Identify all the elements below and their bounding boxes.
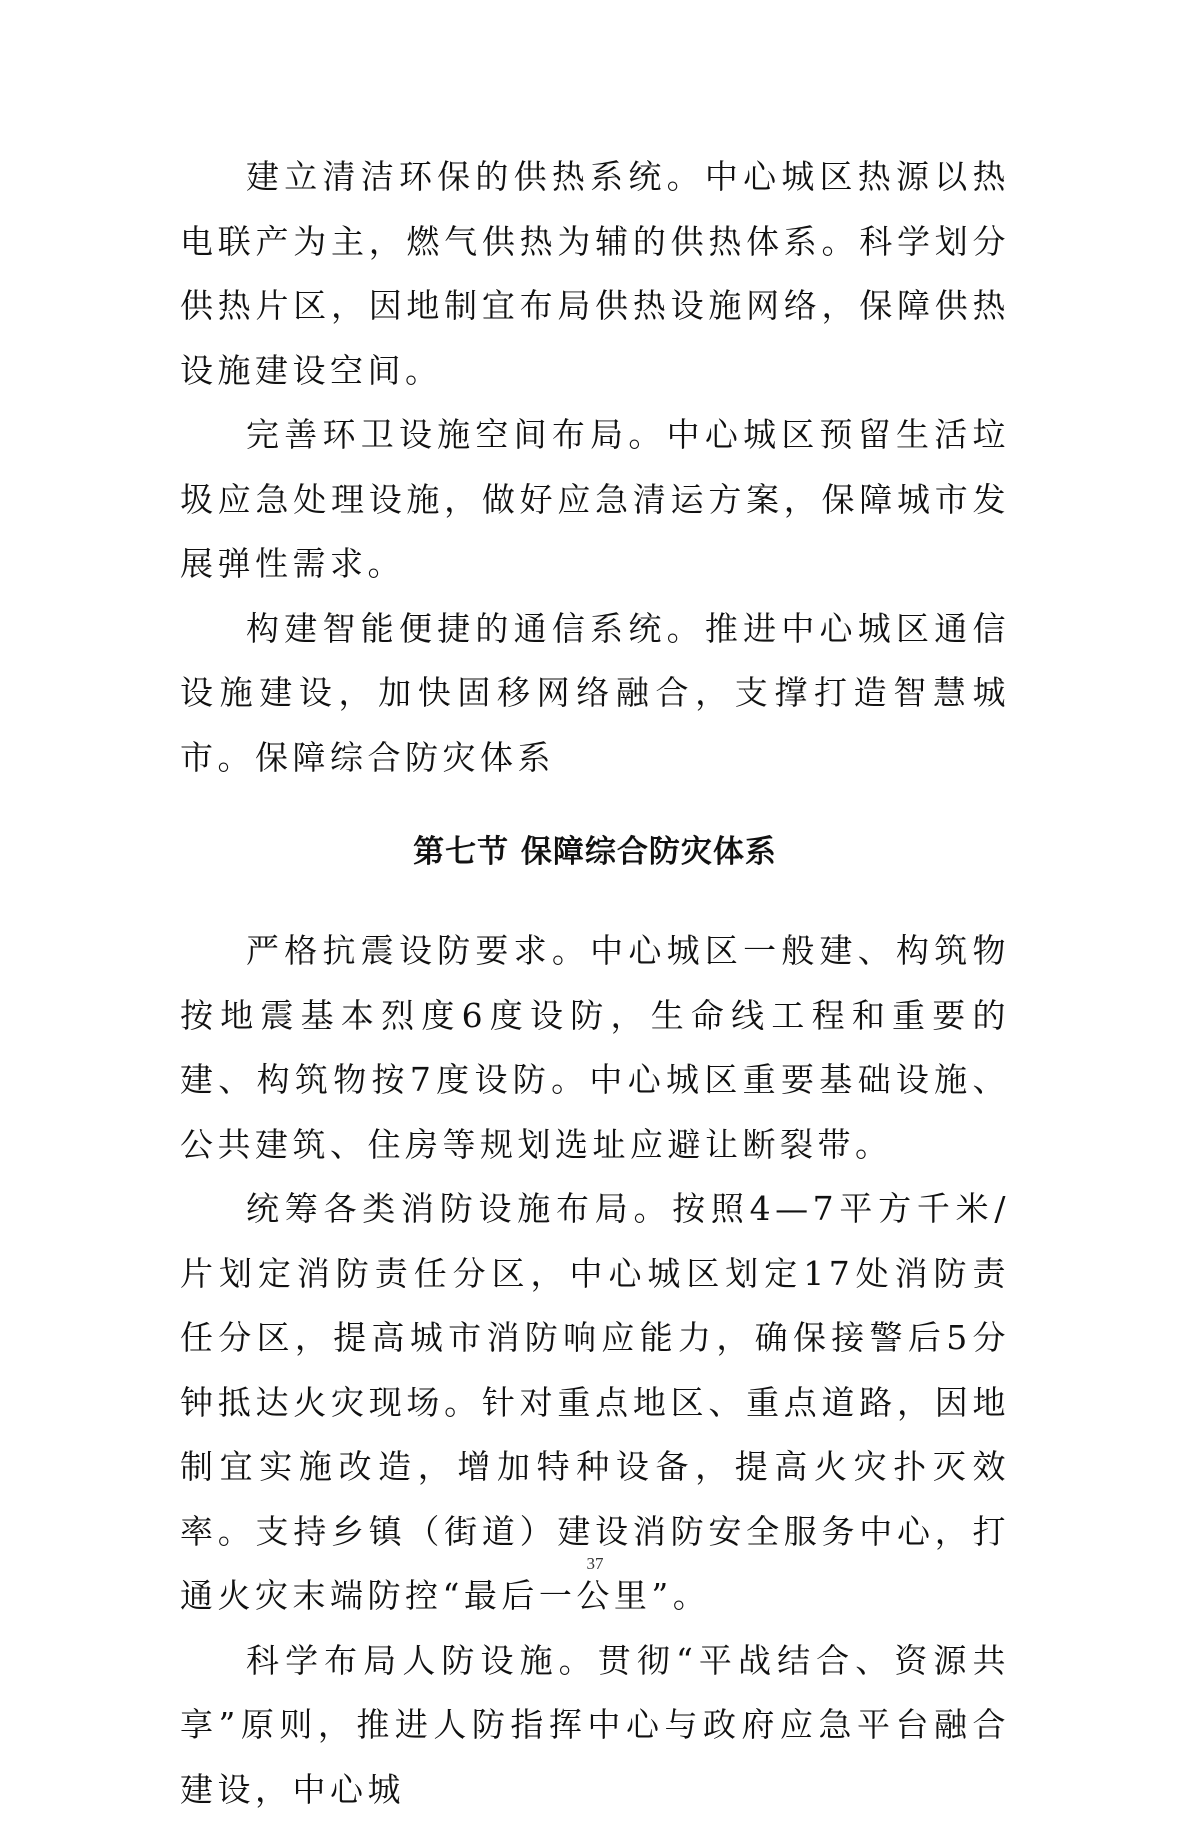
paragraph-heating-system: 建立清洁环保的供热系统。中心城区热源以热电联产为主，燃气供热为辅的供热体系。科学划分供热片区，因地制宜布局供热设施网络，保障供热设施建设空间。 bbox=[180, 145, 1010, 403]
paragraph-communication-system: 构建智能便捷的通信系统。推进中心城区通信设施建设，加快固移网络融合，支撑打造智慧城市。保障综合防灾体系 bbox=[180, 597, 1010, 791]
paragraph-civil-defense: 科学布局人防设施。贯彻“平战结合、资源共享”原则，推进人防指挥中心与政府应急平台融合建设，中心城 bbox=[180, 1629, 1010, 1822]
paragraph-seismic-requirements: 严格抗震设防要求。中心城区一般建、构筑物按地震基本烈度6度设防，生命线工程和重要的建、构筑物按7度设防。中心城区重要基础设施、公共建筑、住房等规划选址应避让断裂带。 bbox=[180, 919, 1010, 1177]
paragraph-sanitation-facilities: 完善环卫设施空间布局。中心城区预留生活垃圾应急处理设施，做好应急清运方案，保障城市发展弹性需求。 bbox=[180, 403, 1010, 597]
section-heading-block bbox=[180, 790, 1010, 919]
paragraph-fire-facilities: 统筹各类消防设施布局。按照4—7平方千米/片划定消防责任分区，中心城区划定17处消防责任分区，提高城市消防响应能力，确保接警后5分钟抵达火灾现场。针对重点地区、重点道路，因地制宜实施改造，增加特种设备，提高火灾扑灭效率。支持乡镇（街道）建设消防安全服务中心，打通火灾末端防控“最后一公里”。 bbox=[180, 1177, 1010, 1629]
page-number: 37 bbox=[0, 1554, 1190, 1574]
section-heading: 第七节 保障综合防灾体系 bbox=[180, 832, 1010, 872]
